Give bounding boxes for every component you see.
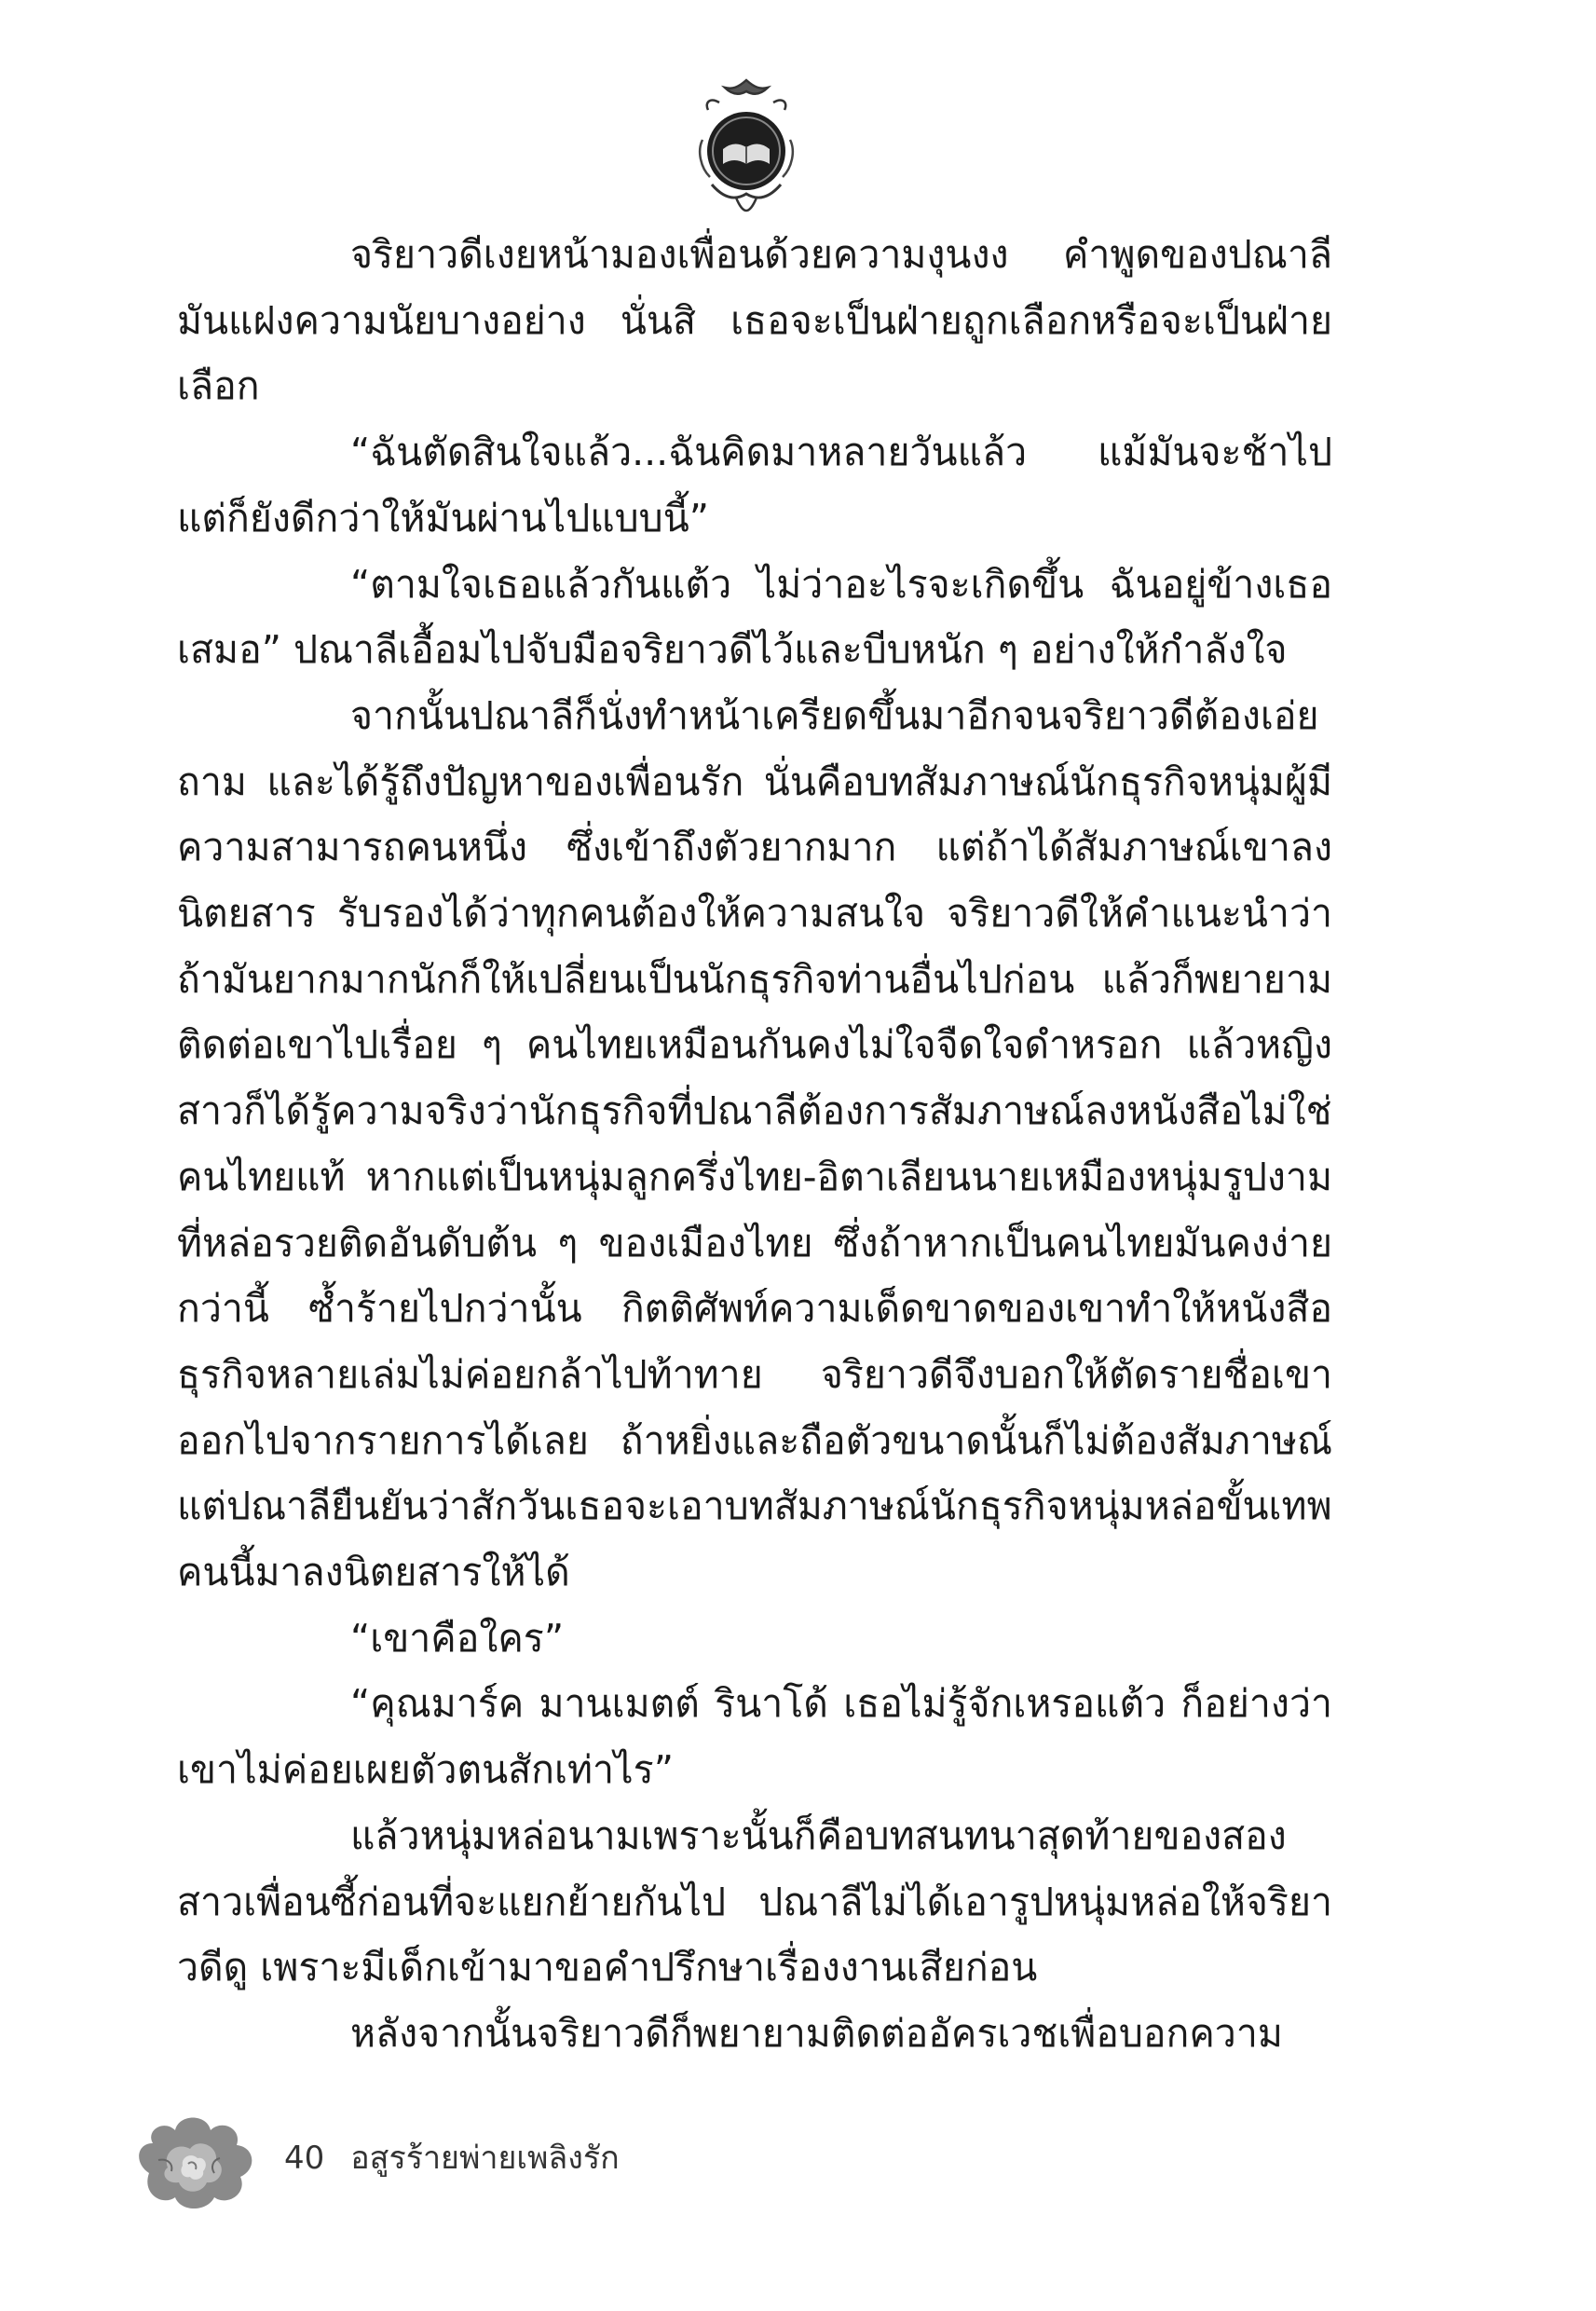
- paragraph: “เขาคือใคร”: [350, 1615, 565, 1661]
- book-title: อสูรร้ายพ่ายเพลิงรัก: [350, 2140, 620, 2177]
- paragraph: “ฉันตัดสินใจแล้ว...ฉันคิดมาหลายวันแล้ว แม้มันจะช้าไป แต่ก็ยังดีกว่าให้มันผ่านไปแบบนี้”: [177, 430, 1332, 540]
- rose-icon: [130, 2106, 261, 2218]
- page-number: 40: [284, 2140, 325, 2177]
- paragraph: หลังจากนั้นจริยาวดีก็พยายามติดต่ออัครเวชเพื่อบอกความ: [350, 2010, 1283, 2056]
- ornate-book-crest-icon: [691, 75, 801, 214]
- paragraph: จากนั้นปณาลีก็นั่งทำหน้าเครียดขึ้นมาอีกจนจริยาวดีต้องเอ่ยถาม และได้รู้ถึงปัญหาของเพื่อนรัก นั่นคือบทสัมภาษณ์นักธุรกิจหนุ่มผู้มีความสามารถคนหนึ่ง ซึ่งเข้าถึงตัวยากมาก แต่ถ้าได้สัมภาษณ์เขาลงนิตยสาร รับรองได้ว่าทุกคนต้องให้ความสนใจ จริยาวดีให้คำแนะนำว่าถ้ามันยากมากนักก็ให้เปลี่ยนเป็นนักธุรกิจท่านอื่นไปก่อน แล้วก็พยายามติดต่อเขาไปเรื่อย ๆ คนไทยเหมือนกันคงไม่ใจจืดใจดำหรอก แล้วหญิงสาวก็ได้รู้ความจริงว่านักธุรกิจที่ปณาลีต้องการสัมภาษณ์ลงหนังสือไม่ใช่คนไทยแท้ หากแต่เป็นหนุ่มลูกครึ่งไทย-อิตาเลียนนายเหมืองหนุ่มรูปงามที่หล่อรวยติดอันดับต้น ๆ ของเมืองไทย ซึ่งถ้าหากเป็นคนไทยมันคงง่ายกว่านี้ ซ้ำร้ายไปกว่านั้น กิตติศัพท์ความเด็ดขาดของเขาทำให้หนังสือธุรกิจหลายเล่มไม่ค่อยกล้าไปท้าทาย จริยาวดีจึงบอกให้ตัดรายชื่อเขาออกไปจากรายการได้เลย ถ้าหยิ่งและถือตัวขนาดนั้นก็ไม่ต้องสัมภาษณ์ แต่ปณาลียืนยันว่าสักวันเธอจะเอาบทสัมภาษณ์นักธุรกิจหนุ่มหล่อขั้นเทพคนนี้มาลงนิตยสารให้ได้: [177, 692, 1332, 1595]
- paragraph: “คุณมาร์ค มานเมตต์ รินาโด้ เธอไม่รู้จักเหรอแต้ว ก็อย่างว่าเขาไม่ค่อยเผยตัวตนสักเท่าไร”: [177, 1681, 1332, 1793]
- body-text: [177, 222, 1332, 2067]
- paragraph: แล้วหนุ่มหล่อนามเพราะนั้นก็คือบทสนทนาสุดท้ายของสองสาวเพื่อนซี้ก่อนที่จะแยกย้ายกันไป ปณาลีไม่ได้เอารูปหนุ่มหล่อให้จริยาวดีดู เพราะมีเด็กเข้ามาขอคำปรึกษาเรื่องงานเสียก่อน: [177, 1812, 1332, 1990]
- page-footer: [284, 2132, 620, 2182]
- paragraph: จริยาวดีเงยหน้ามองเพื่อนด้วยความงุนงง คำพูดของปณาลีมันแฝงความนัยบางอย่าง นั่นสิ เธอจะเป็นฝ่ายถูกเลือกหรือจะเป็นฝ่ายเลือก: [177, 232, 1332, 409]
- paragraph: “ตามใจเธอแล้วกันแต้ว ไม่ว่าอะไรจะเกิดขึ้น ฉันอยู่ข้างเธอเสมอ” ปณาลีเอื้อมไปจับมือจริยาวดีไว้และบีบหนัก ๆ อย่างให้กำลังใจ: [177, 561, 1332, 673]
